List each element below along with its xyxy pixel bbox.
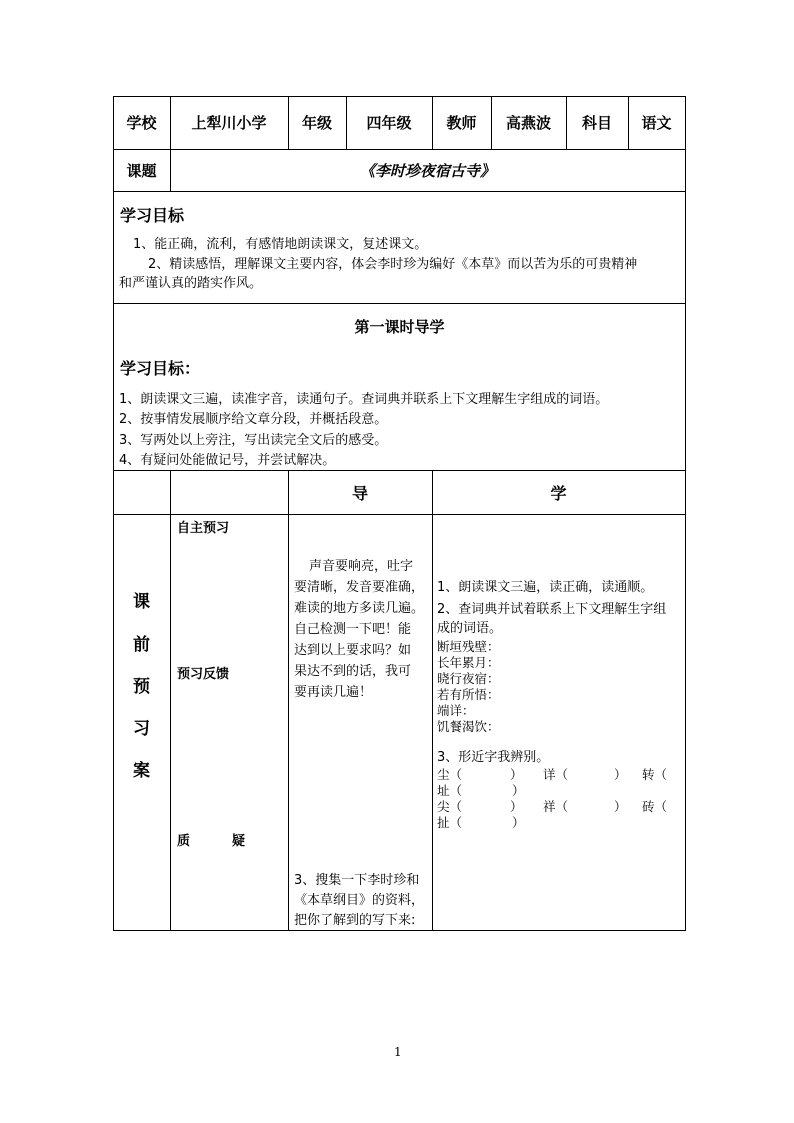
char-blank-close: ） bbox=[614, 767, 627, 782]
learn-column-header: 学 bbox=[550, 483, 567, 503]
guide-text: 达到以上要求吗？如 bbox=[294, 643, 412, 658]
learn-item2: 成的词语。 bbox=[437, 621, 503, 636]
side-label-char: 课 bbox=[133, 592, 150, 612]
col-divider bbox=[170, 470, 171, 930]
subject-value: 语文 bbox=[641, 114, 672, 132]
goals-heading: 学习目标 bbox=[120, 206, 185, 225]
table-right-border bbox=[685, 96, 686, 931]
lesson-title: 第一课时导学 bbox=[354, 318, 445, 336]
grade-value: 四年级 bbox=[366, 114, 412, 132]
page-number: 1 bbox=[394, 1045, 402, 1059]
guide-item3: 把你了解到的写下来: bbox=[294, 913, 416, 928]
guide-item3: 《本草纲目》的资料， bbox=[294, 893, 425, 908]
vocab-word: 断垣残壁： bbox=[437, 639, 500, 654]
guide-text: 自己检测一下吧！能 bbox=[294, 622, 412, 637]
guide-item3: 3、搜集一下李时珍和 bbox=[294, 873, 420, 888]
topic-label: 课题 bbox=[126, 161, 157, 180]
side-label-char: 案 bbox=[133, 761, 150, 781]
guide-text: 难读的地方多读几遍。 bbox=[294, 601, 425, 616]
table-bottom-border bbox=[113, 930, 686, 931]
feedback-label: 预习反馈 bbox=[177, 667, 230, 682]
char-blank: 砖（ bbox=[642, 799, 668, 814]
char-blank-close: ） bbox=[614, 799, 627, 814]
char-blank: 祥（ bbox=[543, 799, 569, 814]
char-blank: 尖（ bbox=[437, 799, 463, 814]
row-divider bbox=[113, 303, 686, 304]
char-blank: 尘（ bbox=[437, 767, 463, 782]
self-preview-label: 自主预习 bbox=[177, 521, 230, 536]
learn-item1: 1、朗读课文三遍，读正确，读通顺。 bbox=[437, 580, 654, 595]
teacher-value: 高燕波 bbox=[505, 114, 551, 132]
question-label-b: 疑 bbox=[232, 834, 246, 849]
char-blank-close: ） bbox=[510, 799, 523, 814]
topic-title: 《李时珍夜宿古寺》 bbox=[359, 161, 495, 180]
char-blank: 转（ bbox=[642, 767, 668, 782]
subject-label: 科目 bbox=[581, 114, 612, 132]
goal-item: 2、精读感悟，理解课文主要内容，体会李时珍为编好《本草》而以苦为乐的可贵精神 bbox=[148, 257, 638, 272]
col-divider bbox=[288, 470, 289, 930]
char-blank: 详（ bbox=[543, 767, 569, 782]
row-divider bbox=[113, 514, 686, 515]
lesson-goal-item: 4、有疑问处能做记号，并尝试解决。 bbox=[119, 453, 336, 468]
guide-text: 要清晰，发音要准确， bbox=[294, 580, 425, 595]
table-left-border bbox=[113, 96, 114, 931]
side-label-char: 习 bbox=[133, 719, 150, 739]
guide-text: 声音要响亮，吐字 bbox=[309, 559, 414, 574]
goal-item: 1、能正确，流利，有感情地朗读课文，复述课文。 bbox=[133, 237, 428, 252]
teacher-label: 教师 bbox=[446, 114, 477, 132]
guide-text: 要再读几遍！ bbox=[294, 685, 373, 700]
vocab-word: 若有所悟： bbox=[437, 687, 500, 702]
vocab-word: 晓行夜宿： bbox=[437, 671, 500, 686]
char-blank-close: ） bbox=[510, 767, 523, 782]
char-blank: 址（ ） bbox=[437, 783, 525, 798]
grade-label: 年级 bbox=[301, 114, 332, 132]
school-value: 上犁川小学 bbox=[191, 114, 267, 132]
row-divider bbox=[113, 191, 686, 192]
guide-text: 果达不到的话，我可 bbox=[294, 664, 412, 679]
lesson-goal-item: 2、按事情发展顺序给文章分段，并概括段意。 bbox=[119, 412, 388, 427]
guide-column-header: 导 bbox=[351, 483, 368, 503]
side-label-char: 前 bbox=[133, 635, 150, 655]
vocab-word: 饥餐渴饮： bbox=[437, 719, 500, 734]
vocab-word: 端详： bbox=[437, 703, 475, 718]
question-label-a: 质 bbox=[177, 834, 191, 849]
side-label-char: 预 bbox=[133, 677, 150, 697]
lesson-goal-item: 3、写两处以上旁注，写出读完全文后的感受。 bbox=[119, 433, 388, 448]
lesson-goals-heading: 学习目标： bbox=[120, 359, 201, 378]
lesson-goal-item: 1、朗读课文三遍，读准字音，读通句子。查词典并联系上下文理解生字组成的词语。 bbox=[119, 392, 609, 407]
goal-item: 和严谨认真的踏实作风。 bbox=[119, 276, 263, 291]
school-label: 学校 bbox=[126, 114, 157, 132]
vocab-word: 长年累月： bbox=[437, 655, 500, 670]
col-divider bbox=[432, 470, 433, 930]
learn-item2: 2、查词典并试着联系上下文理解生字组 bbox=[437, 602, 667, 617]
char-blank: 扯（ ） bbox=[437, 815, 525, 830]
learn-item3: 3、形近字我辨别。 bbox=[437, 750, 550, 765]
